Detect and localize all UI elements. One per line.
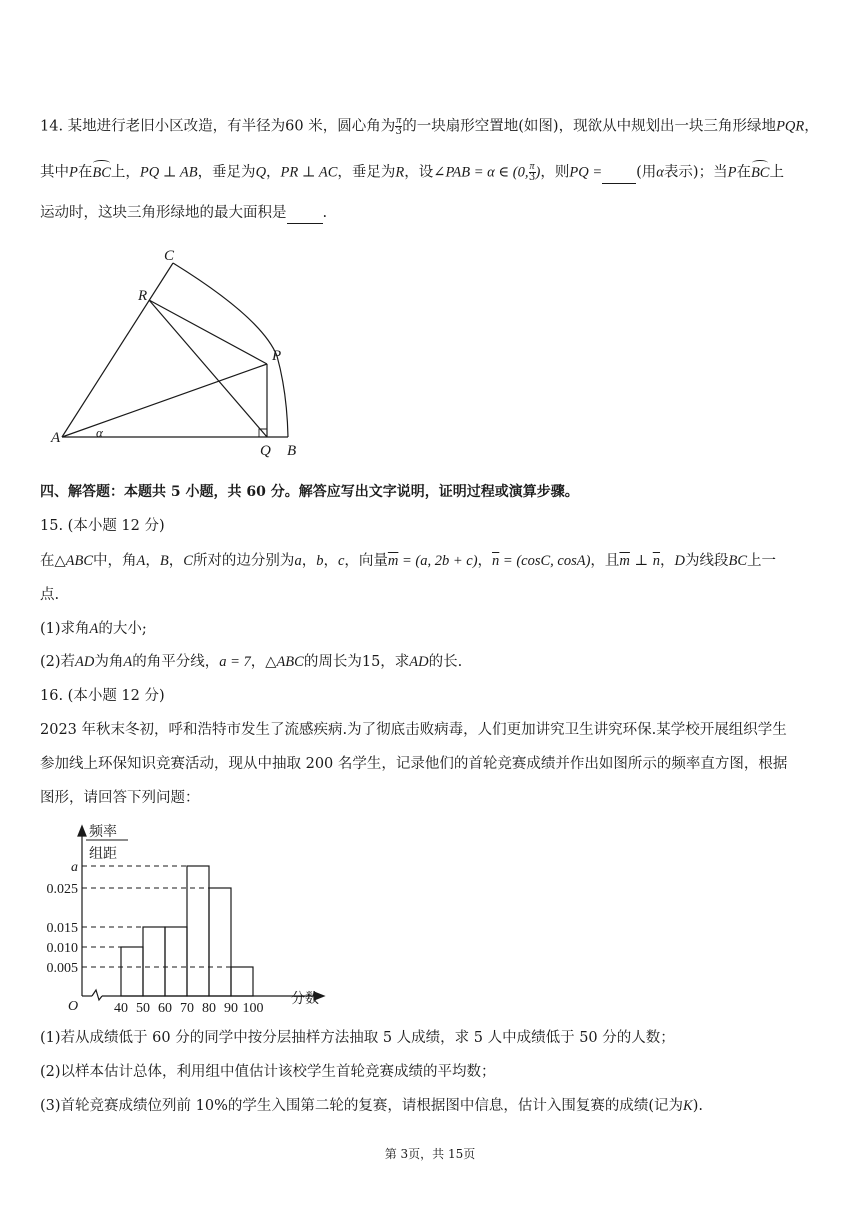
y-tick-label: 0.025 xyxy=(46,882,78,897)
histogram-bar-70-80 xyxy=(187,866,209,996)
label-r: R xyxy=(138,288,148,304)
segment-ac xyxy=(62,263,173,437)
label-c: C xyxy=(164,248,175,264)
q16-part1: (1)若从成绩低于 60 分的同学中按分层抽样方法抽取 5 人成绩，求 5 人中成绩低于 50 分的人数； xyxy=(40,1030,675,1046)
arc-bc xyxy=(173,263,288,437)
q14-line1: 14. 某地进行老旧小区改造，有半径为60 米，圆心角为 $\frac{\pi}{3}$ 的一块扇形空置地(如图)，现欲从中规划出一块三角形绿地PQR， xyxy=(40,115,819,137)
page-footer: 第 3页，共 15页 xyxy=(384,1147,476,1161)
label-alpha: α xyxy=(96,425,103,440)
q14-line3: 运动时，这块三角形绿地的最大面积是 . xyxy=(40,203,327,224)
histogram-bar-60-70 xyxy=(165,927,187,996)
segment-rq xyxy=(149,300,267,437)
q14-line2: 其中P在BC上，PQ ⊥ AB，垂足为Q，PR ⊥ AC，垂足为R，设∠PAB = α ∈ (0, $\frac{\pi}{3}$ )，则PQ = (用α表示)；当P在BC上 xyxy=(40,161,784,183)
vector-m: $\overline{m}$ xyxy=(387,553,399,569)
answer-blank-1[interactable] xyxy=(602,163,636,184)
x-tick-label: 40 xyxy=(114,1001,128,1015)
segment-pr xyxy=(149,300,267,364)
origin-label: O xyxy=(68,999,79,1014)
histogram-bar-40-50 xyxy=(121,947,143,996)
x-tick-label: 70 xyxy=(180,1001,194,1015)
x-tick-label: 80 xyxy=(202,1001,216,1015)
sector-figure xyxy=(40,242,320,462)
y-tick-label: 0.010 xyxy=(46,941,78,956)
q15-line1: 在△ABC中，角A，B，C所对的边分别为a，b，c，向量$\overline{m} = (a$, 2b + c)，$\overline{n} = (\cos C$, cosA)，且$\overline{m}$ ⊥ $\overline{n}$，D为线段BC上一 xyxy=(40,553,777,569)
q16-part3: (3)首轮竞赛成绩位列前 10%的学生入围第二轮的复赛，请根据图中信息，估计入围复赛的成绩(记为K). xyxy=(40,1098,703,1114)
label-a: A xyxy=(51,430,61,446)
pi-over-3: $\frac{\pi}{3}$ xyxy=(395,115,402,137)
y-tick-label: 0.015 xyxy=(46,921,78,936)
q16-line1: 2023 年秋末冬初，呼和浩特市发生了流感疾病.为了彻底击败病毒，人们更加讲究卫生讲究环保.某学校开展组织学生 xyxy=(40,722,787,738)
q15-part2: (2)若AD为角A的角平分线，a = 7，△ABC的周长为15，求AD的长. xyxy=(40,654,463,670)
pi-over-3-interval: $\frac{\pi}{3}$ xyxy=(528,161,536,183)
axis-break xyxy=(92,990,102,1000)
histogram-bar-80-90 xyxy=(209,888,231,996)
vector-n: $\overline{n}$ xyxy=(492,553,500,569)
q16-line3: 图形，请回答下列问题： xyxy=(40,790,200,806)
label-q: Q xyxy=(260,443,271,459)
y-tick-label: 0.005 xyxy=(46,961,78,976)
x-tick-label: 100 xyxy=(242,1001,264,1015)
y-label-bottom: 组距 xyxy=(89,847,117,862)
y-axis-arrow xyxy=(78,826,86,836)
q16-header: 16. (本小题 12 分) xyxy=(40,688,165,704)
x-tick-label: 60 xyxy=(158,1001,172,1015)
y-tick-label: a xyxy=(71,860,78,875)
histogram-bar-50-60 xyxy=(143,927,165,996)
x-tick-label: 50 xyxy=(136,1001,150,1015)
y-label-top: 频率 xyxy=(89,825,117,840)
q16-line2: 参加线上环保知识竞赛活动，现从中抽取 200 名学生，记录他们的首轮竞赛成绩并作出如图所示的频率直方图，根据 xyxy=(40,756,788,772)
x-tick-label: 90 xyxy=(224,1001,238,1015)
q16-part2: (2)以样本估计总体，利用组中值估计该校学生首轮竞赛成绩的平均数； xyxy=(40,1064,496,1080)
q15-line2: 点. xyxy=(40,587,60,603)
x-axis-label: 分数 xyxy=(291,992,319,1007)
q15-part1: (1)求角A的大小; xyxy=(40,621,147,637)
q15-header: 15. (本小题 12 分) xyxy=(40,518,165,534)
label-b: B xyxy=(287,443,297,459)
section-4-heading: 四、解答题：本题共 5 小题，共 60 分。解答应写出文字说明，证明过程或演算步骤。 xyxy=(40,484,579,500)
answer-blank-2[interactable] xyxy=(287,203,323,224)
label-p: P xyxy=(272,348,282,364)
frequency-histogram xyxy=(34,815,334,1015)
histogram-bar-90-100 xyxy=(231,967,253,996)
